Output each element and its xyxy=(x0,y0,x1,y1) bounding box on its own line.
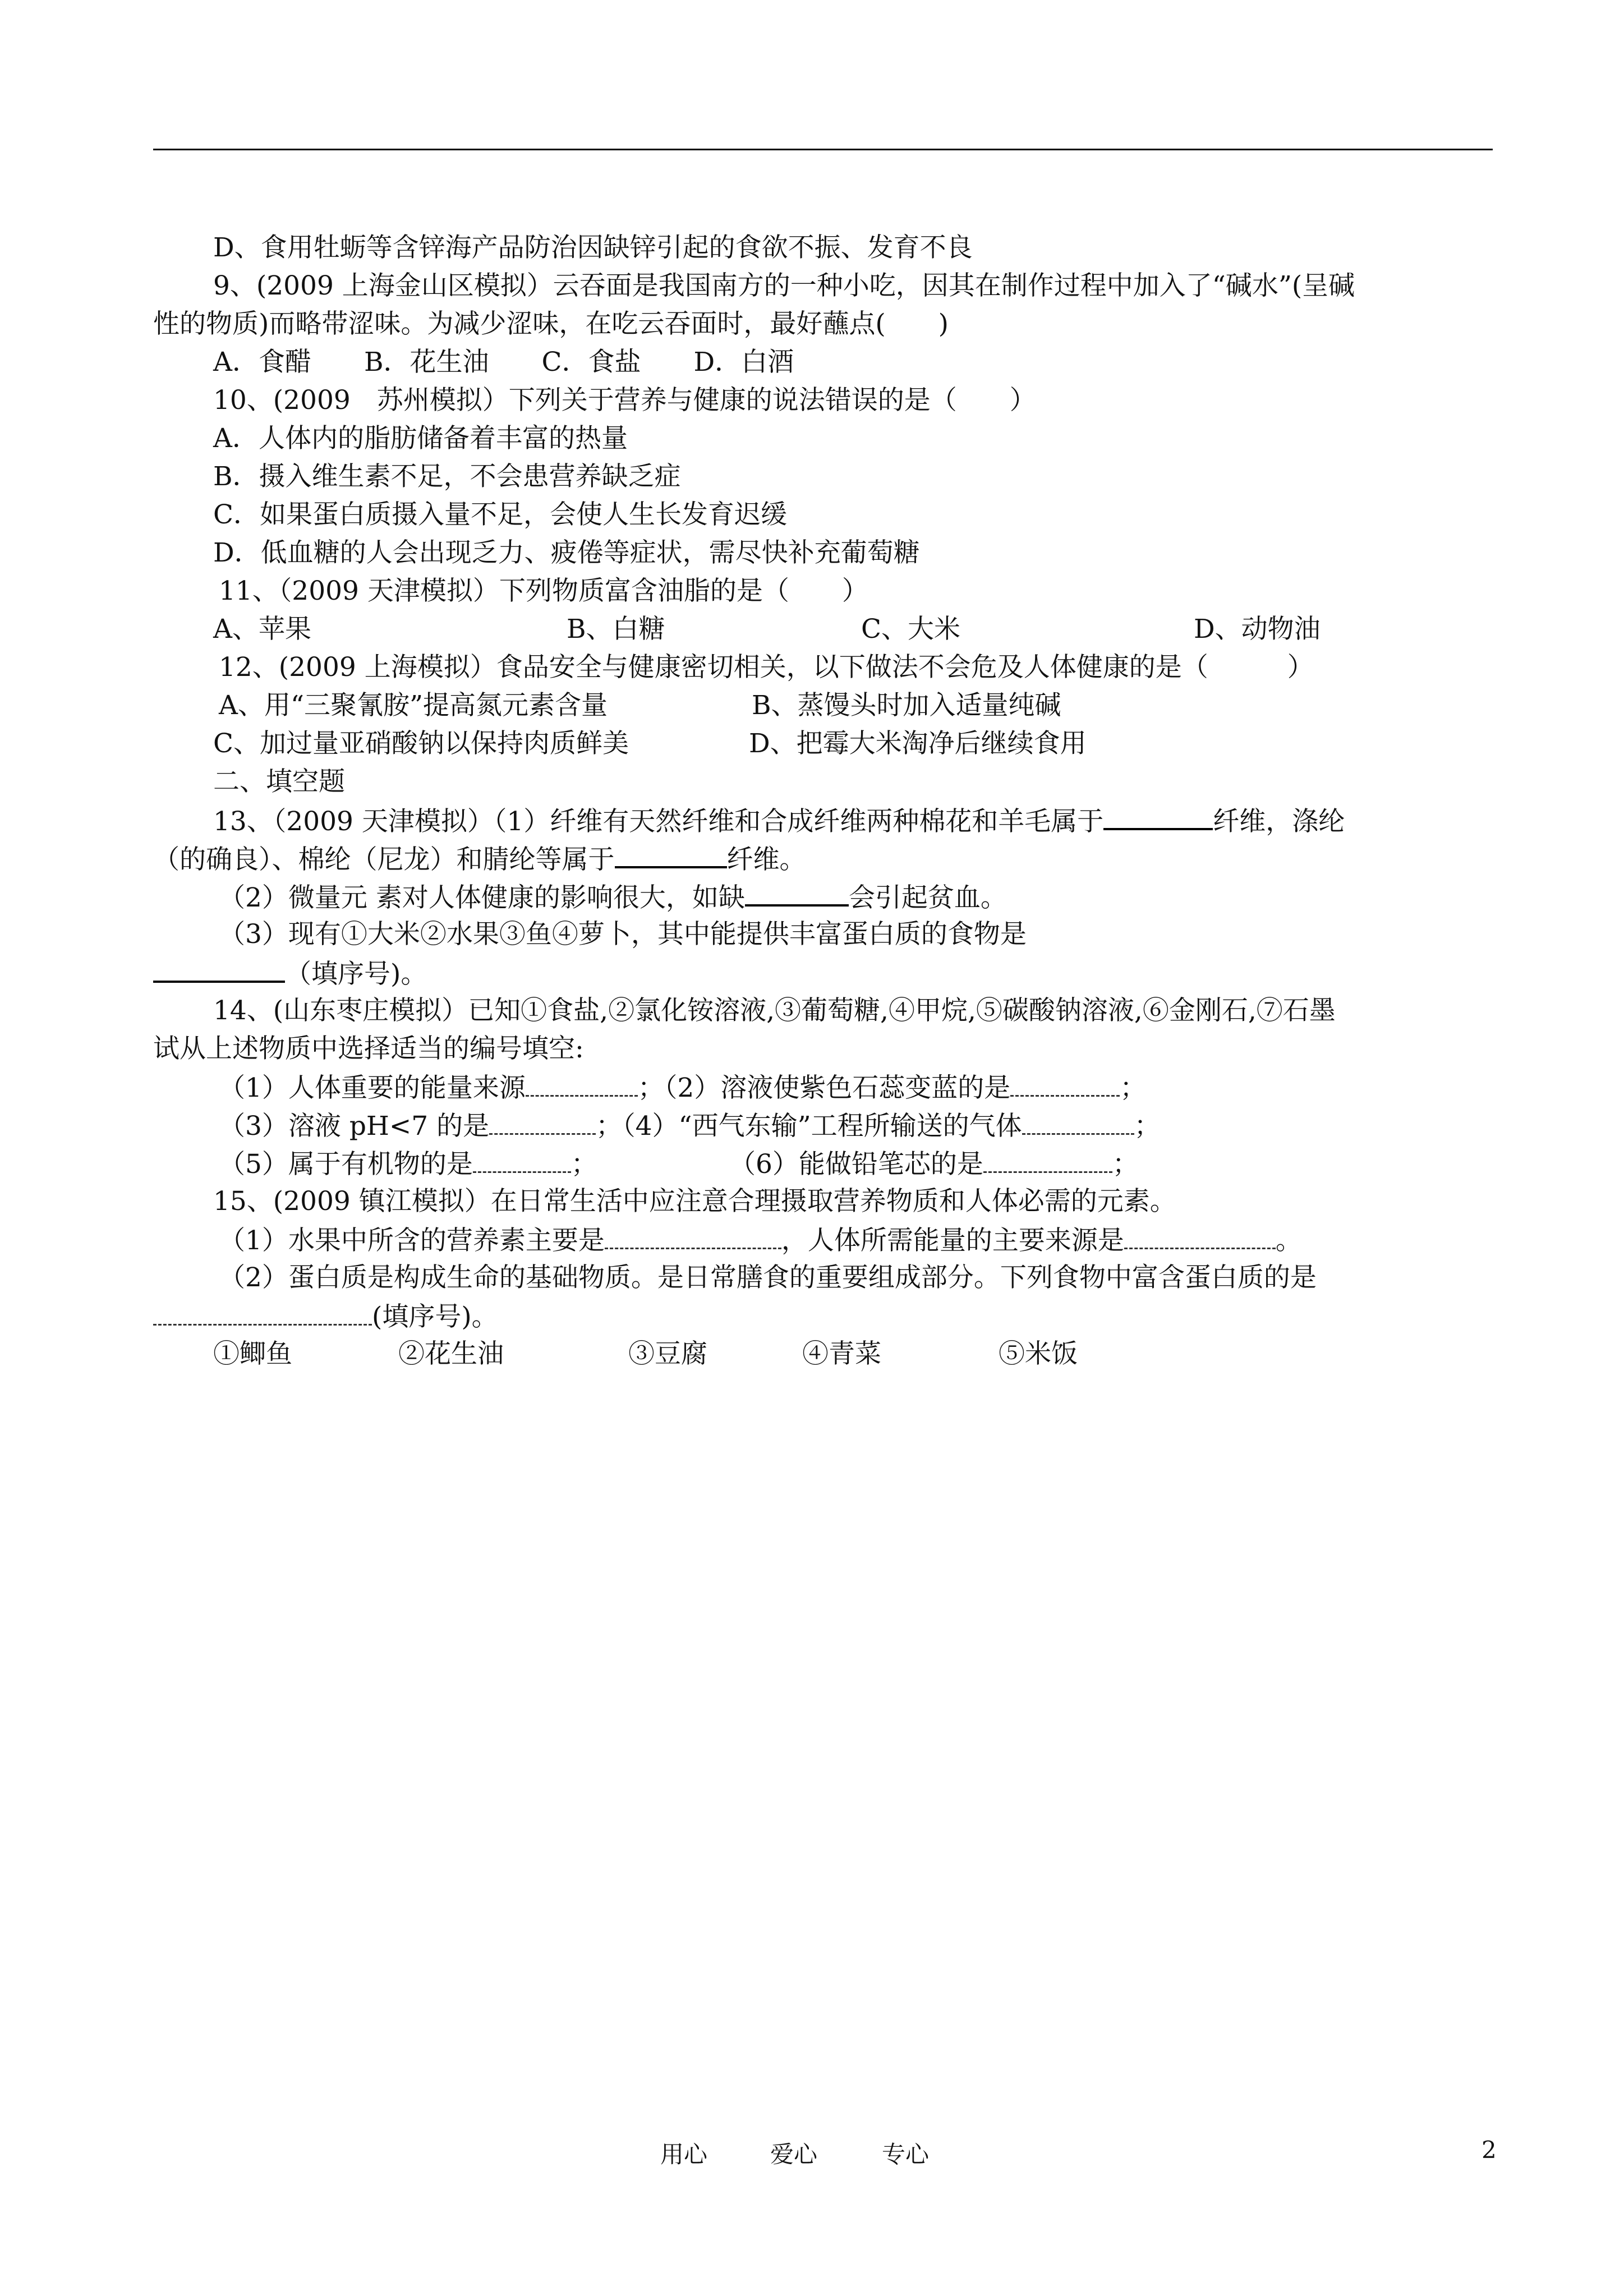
q14-row3 xyxy=(219,1147,597,1181)
q12-option-b: B、蒸馒头时加入适量纯碱 xyxy=(752,690,1061,721)
q12-option-c: C、加过量亚硝酸钠以保持肉质鲜美 xyxy=(213,728,629,759)
q15-blank-2[interactable] xyxy=(1124,1223,1276,1249)
q15-blank-3[interactable] xyxy=(153,1299,372,1326)
q13-part3-answer xyxy=(153,956,427,991)
footer-motto-3: 专心 xyxy=(882,2141,930,2168)
q13-blank-1[interactable] xyxy=(1103,803,1213,830)
q14-text-3: ； xyxy=(1120,1073,1147,1103)
q11-option-c: C、大米 xyxy=(861,614,960,645)
q9-stem-line2: 性的物质)而略带涩味。为减少涩味，在吃云吞面时，最好蘸点( ) xyxy=(153,309,949,339)
footer-motto-1: 用心 xyxy=(660,2141,708,2168)
q15-choice-4: ④青菜 xyxy=(802,1338,881,1369)
q11-option-b: B、白糖 xyxy=(567,614,665,645)
q10-option-b: B．摄入维生素不足，不会患营养缺乏症 xyxy=(213,461,681,492)
q14-stem-line1: 14、(山东枣庄模拟）已知①食盐,②氯化铵溶液,③葡萄糖,④甲烷,⑤碳酸钠溶液,⑥金刚石,⑦石墨 xyxy=(213,995,1336,1026)
q15-text-1: （1）水果中所含的营养素主要是 xyxy=(219,1225,605,1256)
q13-text-5: （2）微量元 素对人体健康的影响很大，如缺 xyxy=(219,882,745,913)
q13-text-4: 纤维。 xyxy=(726,844,806,875)
q12-option-a: A、用“三聚氰胺”提高氮元素含量 xyxy=(219,690,608,721)
q15-blank-1[interactable] xyxy=(605,1223,781,1249)
q10-option-a: A．人体内的脂肪储备着丰富的热量 xyxy=(213,423,628,454)
q14-blank-6[interactable] xyxy=(983,1147,1112,1173)
q8-option-d: D、食用牡蛎等含锌海产品防治因缺锌引起的食欲不振、发育不良 xyxy=(213,232,973,263)
q14-row2 xyxy=(219,1108,1161,1143)
q14-blank-1[interactable] xyxy=(526,1070,638,1097)
q14-text-2: ；（2）溶液使紫色石蕊变蓝的是 xyxy=(637,1073,1011,1103)
section-fill-in-title: 二、填空题 xyxy=(213,766,345,797)
q14-stem-line2: 试从上述物质中选择适当的编号填空: xyxy=(153,1033,584,1064)
q13-text-7: （填序号)。 xyxy=(285,959,427,990)
q10-option-d: D．低血糖的人会出现乏力、疲倦等症状，需尽快补充葡萄糖 xyxy=(213,537,920,568)
q13-blank-3[interactable] xyxy=(745,880,849,907)
q11-stem: 11、（2009 天津模拟）下列物质富含油脂的是（ ） xyxy=(219,576,868,606)
q13-text-2: 纤维，涤纶 xyxy=(1213,806,1345,837)
q14-blank-2[interactable] xyxy=(1010,1070,1120,1097)
q15-part1 xyxy=(219,1223,1302,1258)
q13-text-6: 会引起贫血。 xyxy=(848,882,1007,913)
q13-line1 xyxy=(213,803,1345,839)
q11-option-a: A、苹果 xyxy=(213,614,311,645)
q14-blank-3[interactable] xyxy=(489,1108,596,1135)
q10-option-c: C．如果蛋白质摄入量不足，会使人生长发育迟缓 xyxy=(213,499,787,530)
q15-stem: 15、(2009 镇江模拟）在日常生活中应注意合理摄取营养物质和人体必需的元素。 xyxy=(213,1186,1176,1217)
q13-blank-4[interactable] xyxy=(153,956,285,983)
q15-choice-5: ⑤米饭 xyxy=(999,1338,1078,1369)
q14-blank-4[interactable] xyxy=(1022,1108,1134,1135)
q15-choice-2: ②花生油 xyxy=(398,1338,504,1369)
q14-text-6: ； xyxy=(1134,1111,1161,1142)
q15-choice-3: ③豆腐 xyxy=(628,1338,707,1369)
q13-part3: （3）现有①大米②水果③鱼④萝卜，其中能提供丰富蛋白质的食物是 xyxy=(219,919,1027,950)
q14-text-1: （1）人体重要的能量来源 xyxy=(219,1073,526,1103)
q12-option-d: D、把霉大米淘净后继续食用 xyxy=(749,728,1087,759)
page-number: 2 xyxy=(1482,2136,1497,2164)
q13-text-3: （的确良）、棉纶（尼龙）和腈纶等属于 xyxy=(153,844,615,875)
q13-part2 xyxy=(219,880,1007,915)
q14-text-10: ； xyxy=(1112,1149,1139,1180)
q15-part2-answer xyxy=(153,1299,498,1334)
q14-blank-5[interactable] xyxy=(473,1147,571,1173)
q14-text-5: ；（4）“西气东输”工程所输送的气体 xyxy=(596,1111,1022,1142)
q14-text-8: ； xyxy=(571,1149,597,1180)
q13-blank-2[interactable] xyxy=(615,841,727,868)
q10-stem: 10、(2009 苏州模拟）下列关于营养与健康的说法错误的是（ ） xyxy=(213,385,1036,416)
q13-line2 xyxy=(153,841,806,877)
q15-text-3: 。 xyxy=(1275,1225,1302,1256)
footer-motto-2: 爱心 xyxy=(770,2141,818,2168)
q13-text-1: 13、（2009 天津模拟）（1）纤维有天然纤维和合成纤维两种棉花和羊毛属于 xyxy=(213,806,1104,837)
q15-text-4: (填序号)。 xyxy=(372,1301,498,1332)
q14-row3-right xyxy=(729,1147,1139,1181)
q14-text-7: （5）属于有机物的是 xyxy=(219,1149,473,1180)
q9-stem-line1: 9、(2009 上海金山区模拟）云吞面是我国南方的一种小吃，因其在制作过程中加入了“碱水”(呈碱 xyxy=(213,270,1355,301)
header-rule xyxy=(153,149,1493,150)
q11-option-d: D、动物油 xyxy=(1194,614,1321,645)
q14-row1 xyxy=(219,1070,1146,1105)
q12-stem: 12、(2009 上海模拟）食品安全与健康密切相关，以下做法不会危及人体健康的是（ ） xyxy=(219,652,1314,683)
q15-choice-1: ①鲫鱼 xyxy=(213,1338,292,1369)
q9-options: A．食醋 B．花生油 C．食盐 D．白酒 xyxy=(213,347,794,378)
q14-text-4: （3）溶液 pH<7 的是 xyxy=(219,1111,490,1142)
q15-part2: （2）蛋白质是构成生命的基础物质。是日常膳食的重要组成部分。下列食物中富含蛋白质的是 xyxy=(219,1262,1317,1293)
q15-text-2: ，人体所需能量的主要来源是 xyxy=(781,1225,1124,1256)
q14-text-9: （6）能做铅笔芯的是 xyxy=(729,1149,983,1180)
